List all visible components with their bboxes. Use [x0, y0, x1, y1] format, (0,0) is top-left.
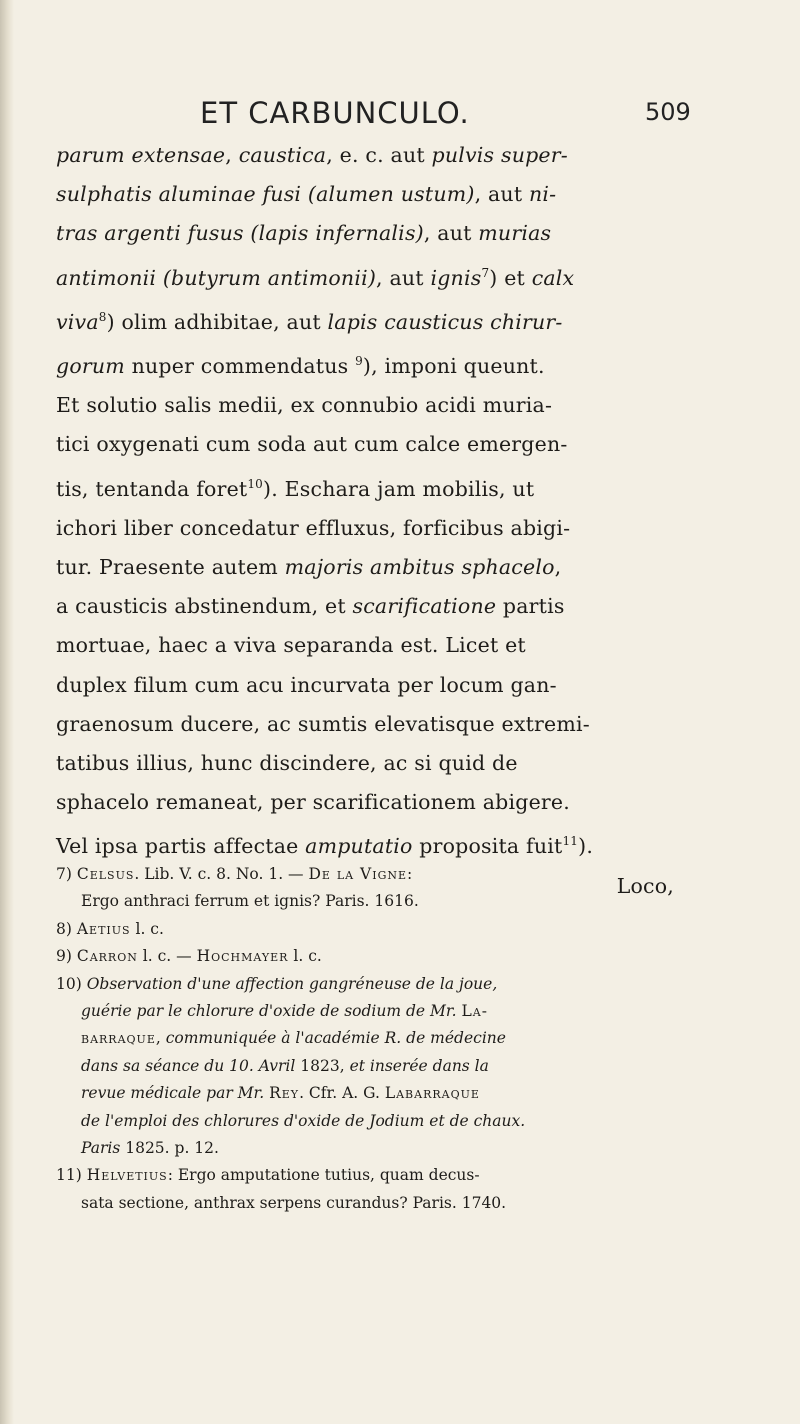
footnote-number: 8)	[56, 919, 77, 938]
italic-term: sulphatis aluminae fusi (alumen ustum)	[56, 182, 475, 207]
italic-term: ignis	[430, 265, 482, 290]
text-span: . Lib. V. c. 8. No. 1. —	[134, 865, 309, 883]
text-line: Et solutio salis medii, ex connubio acidi muria-	[56, 393, 553, 418]
footnote-11-continued: sata sectione, anthrax serpens curandus? Paris. 1740.	[81, 1193, 507, 1212]
italic-term: tras argenti fusus (lapis infernalis)	[56, 221, 424, 246]
italic-title: Observation d'une affection gangréneuse de la joue,	[86, 974, 498, 993]
author-name: Celsus	[76, 865, 135, 883]
footnote-10-continued	[56, 1080, 676, 1107]
catchword: Loco,	[616, 873, 674, 898]
italic-title: communiquée à l'académie R. de médecine	[165, 1029, 506, 1048]
footnote-7	[56, 861, 676, 888]
footnote-8	[56, 916, 676, 943]
footnote-ref: 10	[247, 476, 264, 491]
author-name: Rey	[269, 1084, 300, 1103]
running-title: ET CARBUNCULO.	[200, 96, 470, 130]
author-name: Labarraque	[384, 1084, 480, 1103]
text-span: ).	[578, 834, 594, 859]
footnote-10-continued	[56, 1135, 676, 1162]
italic-term: calx	[531, 265, 575, 290]
footnote-10-continued	[56, 1025, 676, 1052]
text-line	[56, 298, 676, 342]
footnote-number: 9)	[56, 947, 77, 966]
italic-term: antimonii (butyrum antimonii)	[56, 265, 377, 290]
text-line: duplex filum cum acu incurvata per locum gan-	[56, 672, 557, 697]
text-span: l. c.	[288, 947, 322, 966]
italic-term: pulvis super-	[431, 143, 568, 167]
page-binding-edge	[0, 0, 14, 1424]
text-line	[56, 587, 676, 626]
text-span: 1825. p. 12.	[120, 1139, 219, 1158]
italic-term: gorum	[56, 354, 125, 379]
author-name: Carron	[76, 947, 138, 966]
footnotes	[56, 861, 676, 1217]
text-line	[56, 214, 676, 253]
italic-term: amputatio	[305, 834, 413, 859]
text-span: . Cfr. A. G.	[299, 1084, 385, 1103]
footnote-number: 10)	[56, 974, 87, 993]
italic-term: lapis causticus chirur-	[327, 309, 563, 334]
text-line	[56, 548, 676, 587]
footnote-10-continued	[56, 1108, 676, 1135]
text-line	[56, 465, 676, 509]
text-span: l. c. —	[137, 947, 197, 966]
text-span: nuper commendatus	[124, 354, 356, 379]
italic-title: dans sa séance du 10. Avril	[81, 1056, 296, 1075]
footnote-10-continued	[56, 1053, 676, 1080]
author-name: Helvetius	[86, 1166, 168, 1185]
footnote-number: 11)	[56, 1166, 87, 1185]
text-line	[56, 175, 676, 214]
text-line: tici oxygenati cum soda aut cum calce emergen-	[56, 432, 568, 457]
italic-term: ni-	[528, 182, 557, 207]
footnote-10-continued	[56, 998, 676, 1025]
text-line: tatibus illius, hunc discindere, ac si quid de	[56, 751, 518, 776]
page-number: 509	[645, 98, 691, 126]
text-line	[56, 136, 676, 175]
text-span: ). Eschara jam mobilis, ut	[263, 476, 535, 501]
italic-title: et inserée dans la	[349, 1056, 489, 1075]
footnote-ref: 11	[562, 834, 579, 849]
text-span: , aut	[423, 221, 479, 246]
text-span: partis	[496, 594, 565, 619]
text-span: ) et	[489, 265, 532, 290]
text-span: , e. c. aut	[326, 143, 432, 167]
footnote-7-continued: Ergo anthraci ferrum et ignis? Paris. 1616.	[81, 892, 419, 911]
author-name: barraque	[81, 1029, 156, 1048]
text-span: ,	[554, 555, 562, 580]
text-span: proposita fuit	[412, 834, 563, 859]
author-name: La-	[461, 1002, 488, 1021]
footnote-11	[56, 1162, 676, 1189]
text-span: ), imponi queunt.	[362, 354, 545, 379]
text-line: sphacelo remaneat, per scarificationem abigere.	[56, 790, 570, 815]
italic-term: scarificatione	[352, 594, 497, 619]
text-span: l. c.	[130, 919, 164, 938]
footnote-10	[56, 971, 676, 998]
text-line: ichori liber concedatur effluxus, forficibus abigi-	[56, 515, 571, 540]
text-span: a causticis abstinendum, et	[56, 594, 353, 619]
text-line	[56, 342, 676, 386]
text-span: tis, tentanda foret	[56, 476, 248, 501]
footnote-ref: 7	[481, 265, 490, 280]
page-header	[0, 96, 800, 136]
italic-term: majoris ambitus sphacelo	[284, 555, 555, 580]
italic-term: parum extensae	[56, 143, 226, 167]
text-span: ,	[225, 143, 239, 167]
author-name: De la Vigne	[308, 865, 408, 883]
text-line: mortuae, haec a viva separanda est. Licet et	[56, 633, 526, 658]
footnote-9	[56, 943, 676, 970]
italic-title: revue médicale par Mr.	[81, 1084, 270, 1103]
footnote-number: 7)	[56, 865, 77, 883]
text-span: tur. Praesente autem	[56, 555, 285, 580]
italic-title: Paris	[81, 1139, 121, 1158]
text-span: ,	[155, 1029, 166, 1048]
text-span: ) olim adhibitae, aut	[106, 309, 328, 334]
text-span: : Ergo amputatione tutius, quam decus-	[167, 1166, 480, 1185]
text-span: :	[407, 865, 413, 883]
main-text	[56, 136, 676, 906]
text-span: , aut	[376, 265, 431, 290]
author-name: Hochmayer	[196, 947, 289, 966]
text-span: , aut	[474, 182, 529, 207]
author-name: Aetius	[76, 919, 131, 938]
text-line: graenosum ducere, ac sumtis elevatisque extremi-	[56, 711, 590, 736]
italic-title: de l'emploi des chlorures d'oxide de Jodium et de chaux.	[81, 1111, 526, 1130]
italic-term: murias	[478, 221, 552, 246]
footnote-ref: 8	[98, 309, 107, 324]
text-line	[56, 254, 676, 298]
text-span: Vel ipsa partis affectae	[56, 834, 306, 859]
text-span: 1823,	[295, 1056, 350, 1075]
italic-title: guérie par le chlorure d'oxide de sodium de Mr.	[81, 1002, 462, 1021]
footnote-ref: 9	[355, 354, 363, 369]
italic-term: viva	[56, 309, 99, 334]
italic-term: caustica	[238, 143, 327, 167]
